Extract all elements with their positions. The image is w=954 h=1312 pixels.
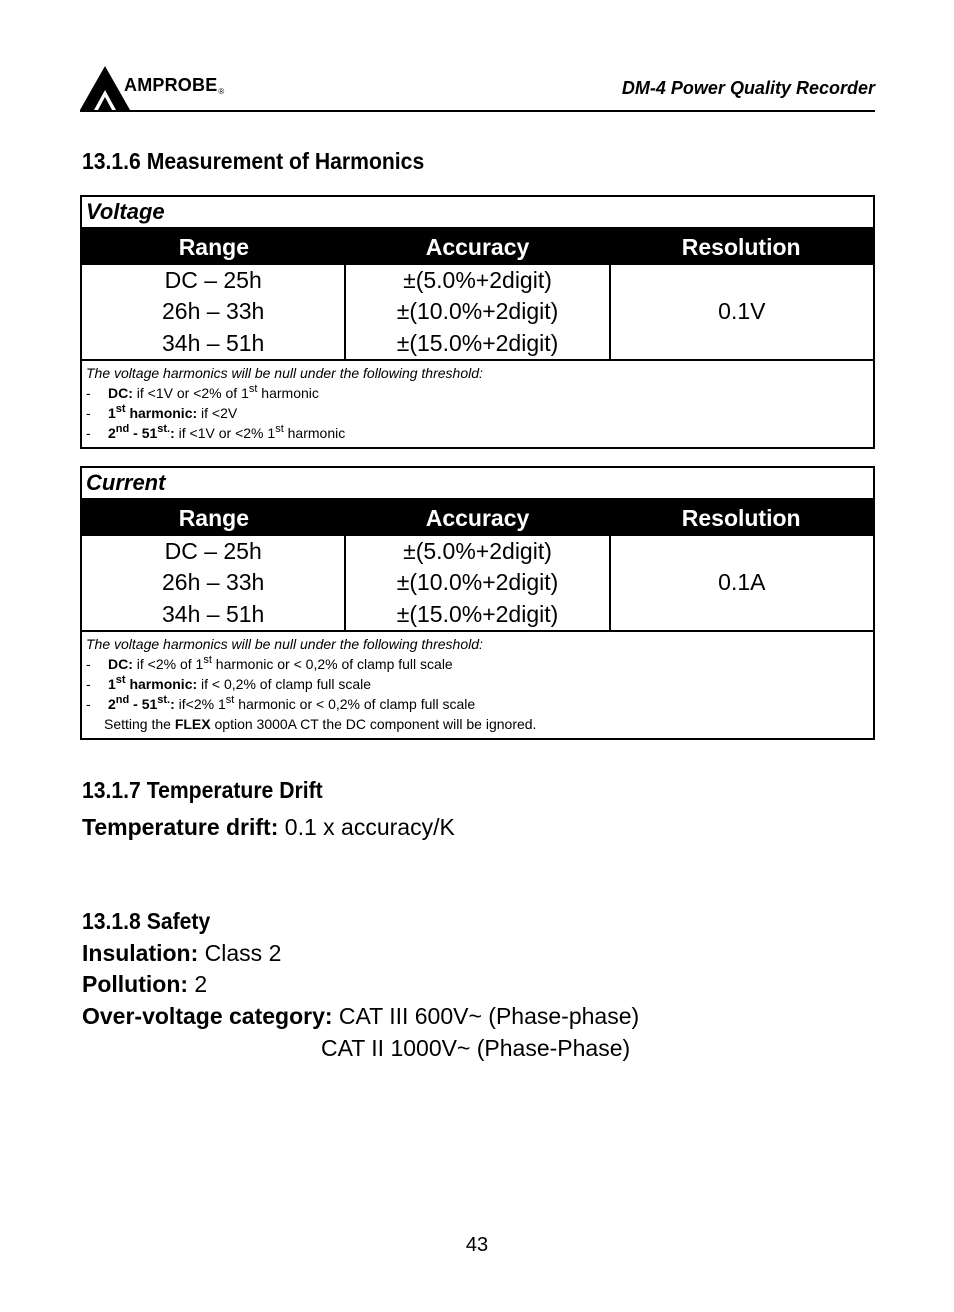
logo-text: AMPROBE <box>124 75 218 95</box>
note-item: - 1st harmonic: if <2V <box>86 403 238 421</box>
table-caption: Voltage <box>82 197 873 229</box>
accuracy-cell: ±(15.0%+2digit) <box>396 600 559 627</box>
resolution-cell: 0.1A <box>718 569 766 596</box>
range-column <box>82 536 344 630</box>
accuracy-cell: ±(15.0%+2digit) <box>396 329 559 356</box>
notes-intro: The voltage harmonics will be null under the following threshold: <box>86 636 483 652</box>
table-body <box>82 536 873 632</box>
accuracy-column <box>344 265 608 359</box>
overvoltage-line-2: CAT II 1000V~ (Phase-Phase) <box>321 1035 631 1061</box>
section-heading-harmonics: 13.1.6 Measurement of Harmonics <box>82 148 425 174</box>
accuracy-cell: ±(10.0%+2digit) <box>396 569 559 596</box>
note-item: - DC: if <2% of 1st harmonic or < 0,2% of clamp full scale <box>86 654 453 672</box>
column-header-range: Range <box>178 234 249 260</box>
section-heading-temperature: 13.1.7 Temperature Drift <box>82 777 323 803</box>
pollution-line: Pollution: 2 <box>82 971 208 997</box>
accuracy-cell: ±(5.0%+2digit) <box>403 266 552 293</box>
amprobe-triangle-icon <box>80 64 130 110</box>
threshold-notes <box>82 361 873 447</box>
column-header-range: Range <box>178 505 249 531</box>
note-item: - DC: if <1V or <2% of 1st harmonic <box>86 383 319 401</box>
range-cell: 34h – 51h <box>162 329 265 356</box>
range-cell: 34h – 51h <box>162 600 265 627</box>
range-column <box>82 265 344 359</box>
range-cell: 26h – 33h <box>162 569 265 596</box>
flex-note: Setting the FLEX option 3000A CT the DC component will be ignored. <box>104 716 537 732</box>
note-item: - $2nd - 51^{st.}$: if <1V or <2% 1st harmonic <box>86 423 346 441</box>
overvoltage-line: Over-voltage category: CAT III 600V~ (Phase-phase) <box>82 1003 640 1029</box>
column-header-accuracy: Accuracy <box>425 505 530 531</box>
column-header-resolution: Resolution <box>681 505 801 531</box>
temperature-drift-line: Temperature drift: 0.1 x accuracy/K <box>82 814 455 840</box>
threshold-notes <box>82 632 873 738</box>
amprobe-logo <box>80 62 224 110</box>
range-cell: DC – 25h <box>164 266 262 293</box>
registered-mark: ® <box>218 87 225 96</box>
notes-intro: The voltage harmonics will be null under the following threshold: <box>86 365 483 381</box>
resolution-column <box>609 265 873 359</box>
accuracy-cell: ±(5.0%+2digit) <box>403 537 552 564</box>
column-header-accuracy: Accuracy <box>425 234 530 260</box>
table-body <box>82 265 873 361</box>
document-title: DM-4 Power Quality Recorder <box>621 78 875 98</box>
insulation-line: Insulation: Class 2 <box>82 940 282 966</box>
range-cell: DC – 25h <box>164 537 262 564</box>
resolution-cell: 0.1V <box>718 298 766 325</box>
page-header <box>80 58 875 112</box>
table-header-row <box>82 500 873 536</box>
table-caption: Current <box>82 468 873 500</box>
note-item: - 1st harmonic: if < 0,2% of clamp full scale <box>86 674 372 692</box>
table-header-row <box>82 229 873 265</box>
note-item: - $2nd - 51^{st.}$: if<2% 1st harmonic or < 0,2% of clamp full scale <box>86 694 476 712</box>
page-number: 43 <box>465 1234 489 1256</box>
column-header-resolution: Resolution <box>681 234 801 260</box>
section-heading-safety: 13.1.8 Safety <box>82 908 211 934</box>
accuracy-cell: ±(10.0%+2digit) <box>396 298 559 325</box>
accuracy-column <box>344 536 608 630</box>
range-cell: 26h – 33h <box>162 298 265 325</box>
voltage-spec-table <box>80 195 875 449</box>
resolution-column <box>609 536 873 630</box>
current-spec-table <box>80 466 875 740</box>
